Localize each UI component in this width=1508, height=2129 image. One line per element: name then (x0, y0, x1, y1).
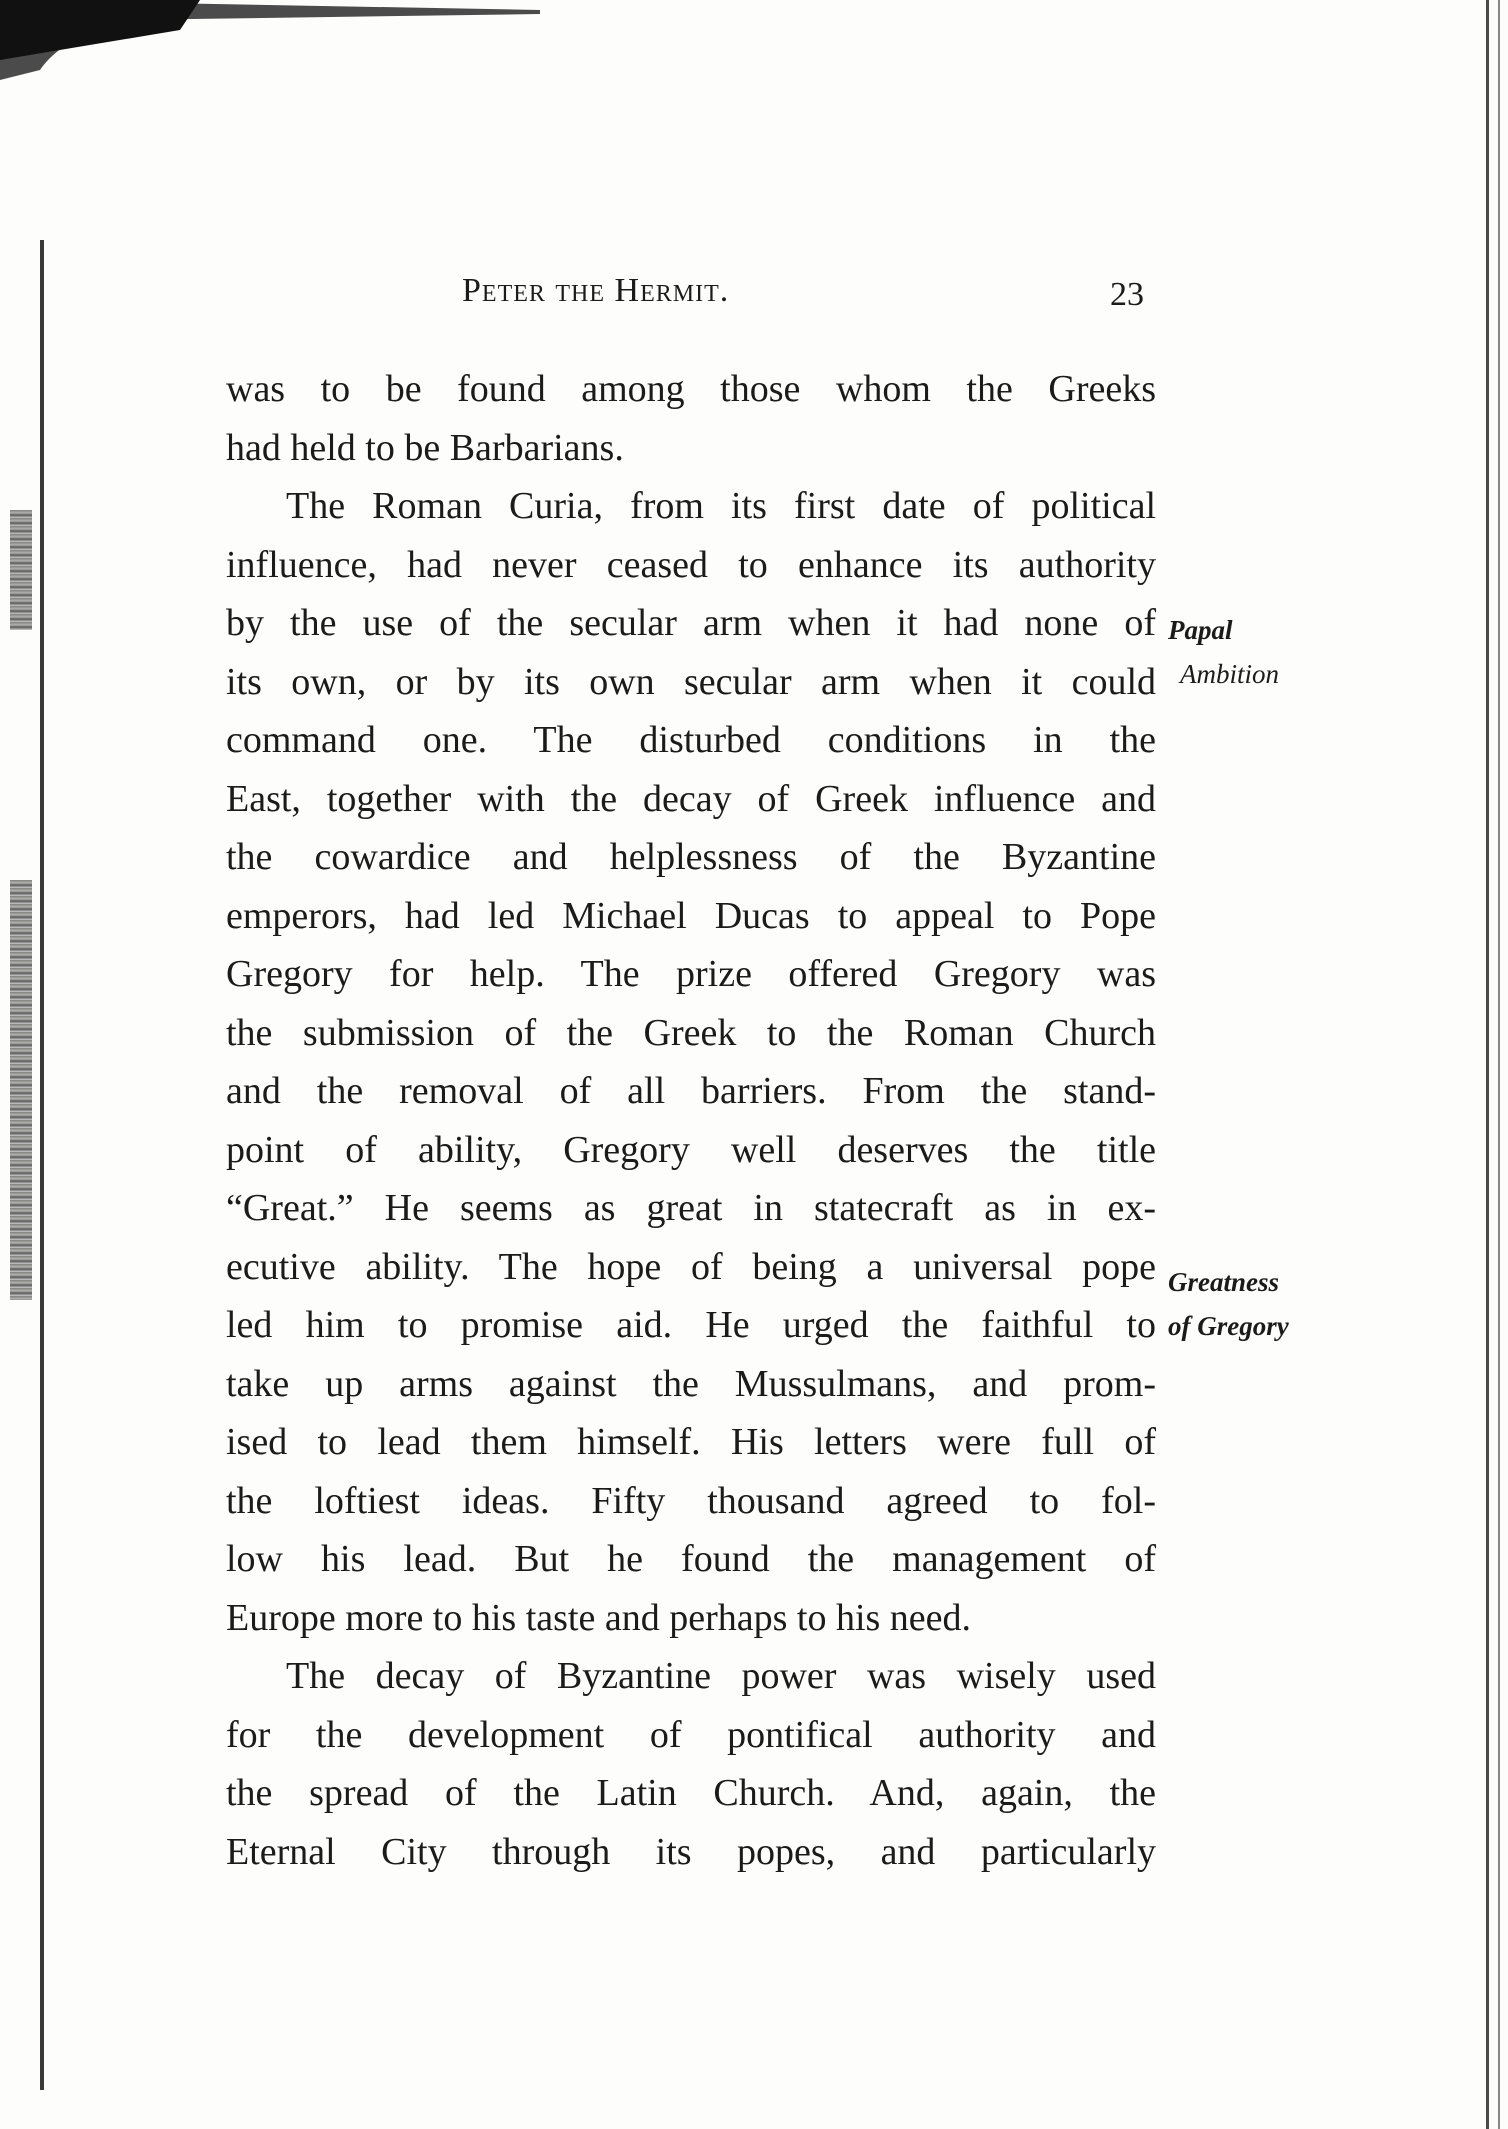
text-line: the loftiest ideas. Fifty thousand agreed to fol- (226, 1479, 1156, 1522)
text-line: East, together with the decay of Greek influence and (226, 777, 1156, 820)
scan-noise (10, 510, 32, 630)
margin-note-papal-ambition (1168, 608, 1279, 696)
text-line: The decay of Byzantine power was wisely used (286, 1655, 1156, 1697)
text-line: ecutive ability. The hope of being a universal pope (226, 1245, 1156, 1288)
text-line: the submission of the Greek to the Roman Church (226, 1011, 1156, 1054)
text-line: had held to be Barbarians. (226, 426, 624, 469)
page-number: 23 (1110, 276, 1144, 313)
text-line: for the development of pontifical authority and (226, 1713, 1156, 1756)
text-line: Eternal City through its popes, and particularly (226, 1830, 1156, 1873)
text-line: take up arms against the Mussulmans, and prom- (226, 1362, 1156, 1405)
text-line: Europe more to his taste and perhaps to his need. (226, 1596, 972, 1639)
text-line: was to be found among those whom the Greeks (226, 368, 1156, 410)
text-line: the cowardice and helplessness of the Byzantine (226, 836, 1156, 878)
scan-smudge (0, 0, 540, 80)
text-line: emperors, had led Michael Ducas to appeal to Pope (226, 894, 1156, 937)
margin-note-line: Ambition (1180, 659, 1279, 689)
text-line: led him to promise aid. He urged the faithful to (226, 1304, 1156, 1346)
text-line: and the removal of all barriers. From the stand- (226, 1070, 1156, 1112)
text-line: ised to lead them himself. His letters were full of (226, 1421, 1156, 1463)
margin-note-line: Papal (1168, 615, 1233, 645)
text-line: the spread of the Latin Church. And, again, the (226, 1772, 1156, 1814)
page-edge-right-outer (1498, 0, 1500, 2129)
page-binding-edge (40, 240, 44, 2090)
scan-noise (10, 880, 32, 1300)
text-line: low his lead. But he found the management of (226, 1538, 1156, 1580)
page-edge-right (1486, 0, 1489, 2129)
text-line: its own, or by its own secular arm when it could (226, 660, 1156, 703)
text-line: by the use of the secular arm when it had none of (226, 602, 1156, 644)
text-line: Gregory for help. The prize offered Gregory was (226, 953, 1156, 995)
margin-note-greatness-of-gregory (1168, 1260, 1289, 1348)
text-line: “Great.” He seems as great in statecraft as in ex- (226, 1187, 1156, 1229)
body-text (226, 360, 1156, 1881)
text-line: influence, had never ceased to enhance its authority (226, 543, 1156, 586)
running-head: Peter the Hermit. (462, 272, 730, 309)
text-line: The Roman Curia, from its first date of political (286, 485, 1156, 527)
text-line: command one. The disturbed conditions in the (226, 719, 1156, 761)
text-line: point of ability, Gregory well deserves the title (226, 1128, 1156, 1171)
margin-note-line: of Gregory (1168, 1311, 1289, 1341)
margin-note-line: Greatness (1168, 1267, 1280, 1297)
